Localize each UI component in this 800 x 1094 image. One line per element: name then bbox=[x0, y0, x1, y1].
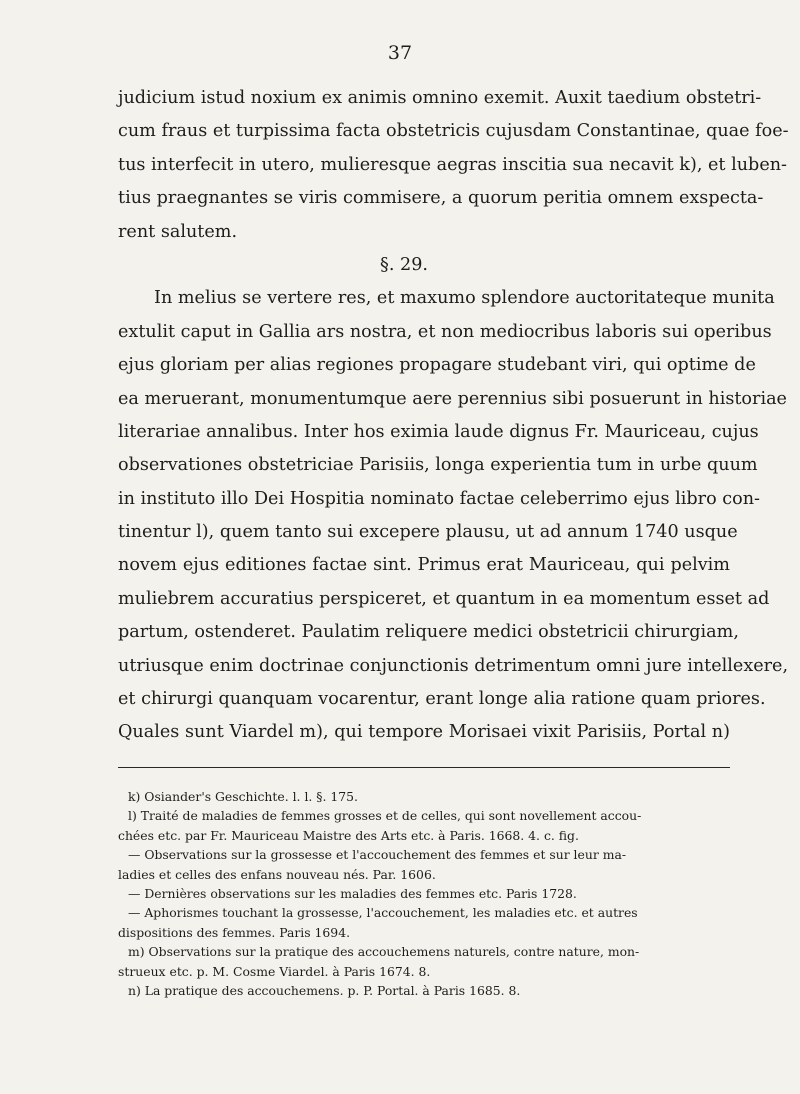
text-line: extulit caput in Gallia ars nostra, et non mediocribus laboris sui operibus bbox=[118, 321, 772, 342]
footnote: l) Traité de maladies de femmes grosses et de celles, qui sont novellement accou- bbox=[128, 808, 642, 824]
text-line: muliebrem accuratius perspiceret, et quantum in ea momentum esset ad bbox=[118, 588, 770, 609]
text-line: in instituto illo Dei Hospitia nominato factae celeberrimo ejus libro con- bbox=[118, 488, 761, 509]
text-line: partum, ostenderet. Paulatim reliquere medici obstetricii chirurgiam, bbox=[118, 622, 739, 643]
footnote: — Dernières observations sur les maladies des femmes etc. Paris 1728. bbox=[128, 885, 577, 901]
text-line: judicium istud noxium ex animis omnino exemit. Auxit taedium obstetri- bbox=[118, 88, 762, 108]
footnote: ladies et celles des enfans nouveau nés. Par. 1606. bbox=[118, 866, 436, 882]
section-heading: §. 29. bbox=[380, 254, 428, 275]
footnote: strueux etc. p. M. Cosme Viardel. à Paris 1674. 8. bbox=[118, 963, 431, 979]
text-line: literariae annalibus. Inter hos eximia laude dignus Fr. Mauriceau, cujus bbox=[118, 421, 759, 442]
text-line: ejus gloriam per alias regiones propagare studebant viri, qui optime de bbox=[118, 355, 756, 376]
text-line: cum fraus et turpissima facta obstetricis cujusdam Constantinae, quae foe- bbox=[118, 121, 789, 142]
footnote: — Aphorismes touchant la grossesse, l'accouchement, les maladies etc. et autres bbox=[128, 905, 638, 921]
text-line: tinentur l), quem tanto sui excepere plausu, ut ad annum 1740 usque bbox=[118, 522, 738, 543]
text-line: ea meruerant, monumentumque aere perennius sibi posuerunt in historiae bbox=[118, 388, 787, 409]
footnote: dispositions des femmes. Paris 1694. bbox=[118, 924, 351, 940]
footnote: — Observations sur la grossesse et l'accouchement des femmes et sur leur ma- bbox=[128, 847, 627, 863]
footnote: k) Osiander's Geschichte. l. l. §. 175. bbox=[128, 789, 358, 804]
text-line: observationes obstetriciae Parisiis, longa experientia tum in urbe quum bbox=[118, 455, 758, 476]
text-line: tius praegnantes se viris commisere, a quorum peritia omnem exspecta- bbox=[118, 188, 764, 209]
footnote: chées etc. par Fr. Mauriceau Maistre des Arts etc. à Paris. 1668. 4. c. fig. bbox=[118, 827, 579, 843]
main-text bbox=[118, 82, 789, 750]
footnote: m) Observations sur la pratique des accouchemens naturels, contre nature, mon- bbox=[128, 944, 640, 960]
page-number: 37 bbox=[387, 42, 413, 64]
text-line: In melius se vertere res, et maxumo splendore auctoritateque munita bbox=[154, 288, 775, 309]
text-line: utriusque enim doctrinae conjunctionis detrimentum omni jure intellexere, bbox=[118, 655, 789, 676]
text-line: rent salutem. bbox=[118, 221, 238, 242]
footnotes bbox=[118, 787, 730, 1000]
text-line: Quales sunt Viardel m), qui tempore Morisaei vixit Parisiis, Portal n) bbox=[118, 722, 730, 743]
footnote-divider bbox=[118, 767, 730, 768]
footnote: n) La pratique des accouchemens. p. P. Portal. à Paris 1685. 8. bbox=[128, 982, 521, 998]
text-line: novem ejus editiones factae sint. Primus erat Mauriceau, qui pelvim bbox=[118, 555, 730, 576]
text-line: et chirurgi quanquam vocarentur, erant longe alia ratione quam priores. bbox=[118, 689, 766, 710]
text-line: tus interfecit in utero, mulieresque aegras inscitia sua necavit k), et luben- bbox=[118, 154, 788, 175]
